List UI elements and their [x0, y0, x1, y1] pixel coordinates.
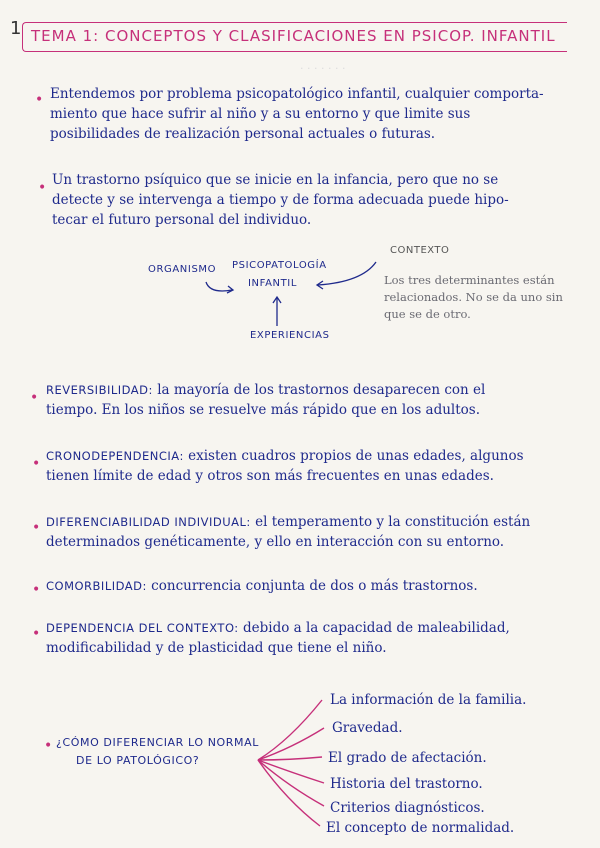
criterion-item: Criterios diagnósticos.	[330, 800, 485, 816]
item-keyword: DEPENDENCIA DEL CONTEXTO:	[46, 621, 239, 635]
note-line: Los tres determinantes están	[384, 273, 555, 287]
page-title: TEMA 1: CONCEPTOS Y CLASIFICACIONES EN PSICOP. INFANTIL	[22, 22, 567, 52]
criteria-connector-lines	[258, 700, 324, 826]
item-keyword: DIFERENCIABILIDAD INDIVIDUAL:	[46, 515, 251, 529]
criterion-item: El grado de afectación.	[328, 750, 487, 766]
criterion-item: Historia del trastorno.	[330, 776, 483, 792]
bullet-icon: •	[44, 738, 53, 754]
diagram-contexto: CONTEXTO	[390, 245, 450, 256]
bullet-icon: •	[32, 582, 41, 598]
item-text: debido a la capacidad de maleabilidad,	[238, 620, 510, 636]
item-keyword: COMORBILIDAD:	[46, 579, 147, 593]
bullet-icon: •	[32, 456, 41, 472]
note-line: que se de otro.	[384, 307, 471, 321]
item-keyword: REVERSIBILIDAD:	[46, 383, 153, 397]
bullet-icon: •	[32, 520, 41, 536]
criterion-item: El concepto de normalidad.	[326, 820, 515, 836]
arrow-contexto-infantil	[318, 262, 376, 285]
item-text: concurrencia conjunta de dos o más trastornos.	[146, 578, 478, 594]
paragraph-line: tecar el futuro personal del individuo.	[52, 212, 312, 228]
note-line: relacionados. No se da uno sin	[384, 290, 563, 304]
question-line: ¿CÓMO DIFERENCIAR LO NORMAL	[56, 736, 259, 749]
diagram-experiencias: EXPERIENCIAS	[250, 330, 330, 341]
show-through-text: · · · · · · ·	[300, 62, 346, 75]
item-text: la mayoría de los trastornos desaparecen con el	[152, 382, 486, 398]
question-line: DE LO PATOLÓGICO?	[76, 754, 200, 767]
paragraph-line: miento que hace sufrir al niño y a su entorno y que limite sus	[50, 106, 471, 122]
arrowhead-icon	[227, 286, 233, 293]
item-text: el temperamento y la constitución están	[250, 514, 531, 530]
item-text: existen cuadros propios de unas edades, algunos	[183, 448, 524, 464]
diagram-psicopatologia: PSICOPATOLOGÍA	[232, 260, 327, 271]
paragraph-line: detecte y se intervenga a tiempo y de forma adecuada puede hipo-	[52, 192, 509, 208]
item-text: modificabilidad y de plasticidad que tiene el niño.	[46, 640, 387, 656]
paragraph-line: Un trastorno psíquico que se inicie en la infancia, pero que no se	[52, 172, 499, 188]
criterion-item: Gravedad.	[332, 720, 403, 736]
bullet-icon: •	[35, 92, 44, 108]
paragraph-line: posibilidades de realización personal actuales o futuras.	[50, 126, 436, 142]
diagram-organismo: ORGANISMO	[148, 264, 217, 275]
page-number: 1	[10, 18, 22, 39]
bullet-icon: •	[32, 626, 41, 642]
item-text: tienen límite de edad y otros son más frecuentes en unas edades.	[46, 468, 494, 484]
bullet-icon: •	[30, 390, 39, 406]
item-text: tiempo. En los niños se resuelve más rápido que en los adultos.	[46, 402, 481, 418]
item-text: determinados genéticamente, y ello en interacción con su entorno.	[46, 534, 505, 550]
bullet-icon: •	[38, 180, 47, 196]
criterion-item: La información de la familia.	[330, 692, 527, 708]
diagram-infantil: INFANTIL	[248, 278, 298, 289]
paragraph-line: Entendemos por problema psicopatológico infantil, cualquier comporta-	[50, 86, 544, 102]
item-keyword: CRONODEPENDENCIA:	[46, 449, 184, 463]
